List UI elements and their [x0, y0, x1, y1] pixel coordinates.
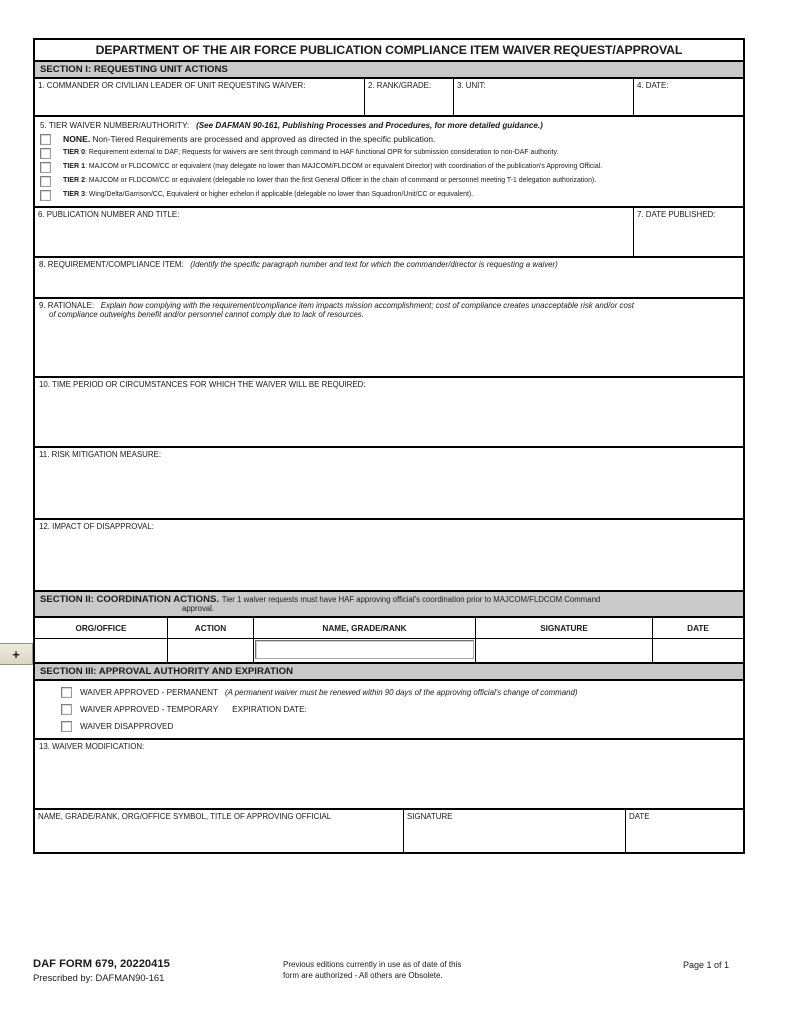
footer-form-id: DAF FORM 679, 20220415: [33, 958, 170, 970]
tier-3-text: : Wing/Delta/Garrison/CC, Equivalent or higher echelon if applicable (delegable no lower than Squadron/Unit/CC or equivalent).: [85, 191, 474, 198]
field-time-period[interactable]: 10. TIME PERIOD OR CIRCUMSTANCES FOR WHICH THE WAIVER WILL BE REQUIRED:: [35, 378, 743, 448]
label-waiver-disapproved: WAIVER DISAPPROVED: [80, 722, 174, 731]
column-header-signature: SIGNATURE: [476, 618, 653, 638]
tier-3-tag: TIER 3: [63, 190, 86, 198]
add-coordination-row-button[interactable]: [0, 643, 33, 665]
checkbox-waiver-approved-permanent[interactable]: [61, 687, 72, 698]
coordination-table-row: [35, 639, 743, 664]
tier-option-3[interactable]: [40, 189, 739, 202]
field-rank-grade[interactable]: 2. RANK/GRADE:: [365, 79, 454, 115]
tier-none-tag: NONE.: [63, 134, 91, 144]
field-waiver-modification[interactable]: 13. WAIVER MODIFICATION:: [35, 740, 743, 810]
field-approving-official-date[interactable]: DATE: [629, 812, 650, 821]
field-requirement-compliance-item[interactable]: 8. REQUIREMENT/COMPLIANCE ITEM: (Identify the specific paragraph number and text for which the commander/director is requesting a waiver): [35, 258, 743, 299]
section-3-header: SECTION III: APPROVAL AUTHORITY AND EXPIRATION: [35, 664, 743, 681]
checkbox-tier-2[interactable]: [40, 176, 51, 187]
section-8-note: (Identify the specific paragraph number and text for which the commander/director is requesting a waiver): [190, 260, 558, 269]
approval-option-disapproved[interactable]: [61, 721, 739, 732]
tier-none-text: Non-Tiered Requirements are processed and approved as directed in the specific publication.: [92, 134, 436, 144]
footer-editions-note: [283, 958, 573, 982]
checkbox-tier-3[interactable]: [40, 190, 51, 201]
tier-option-1[interactable]: [40, 161, 739, 174]
input-name-grade-rank[interactable]: [255, 640, 474, 659]
tier-2-tag: TIER 2: [63, 176, 86, 184]
tier-1-tag: TIER 1: [63, 162, 86, 170]
field-unit[interactable]: 3. UNIT:: [454, 79, 634, 115]
form-title: DEPARTMENT OF THE AIR FORCE PUBLICATION COMPLIANCE ITEM WAIVER REQUEST/APPROVAL: [35, 40, 743, 62]
tier-option-2[interactable]: [40, 175, 739, 188]
section-6-7-row: [35, 208, 743, 258]
footer-prescribed-by: Prescribed by: DAFMAN90-161: [33, 972, 165, 983]
cell-action[interactable]: [168, 639, 254, 662]
footer-form-id-block: [33, 958, 283, 983]
column-header-date: DATE: [687, 623, 709, 633]
column-header-action: ACTION: [168, 618, 254, 638]
tier-2-text: : MAJCOM or FLDCOM/CC or equivalent (delegable no lower than the first General Officer in the chain of command or personnel meeting T-1 delegation authorization).: [85, 177, 597, 184]
tier-0-text: : Requirement external to DAF; Requests for waivers are sent through command to HAF functional OPR for submission consideration to non-DAF authority.: [85, 149, 559, 156]
column-header-org-office: ORG/OFFICE: [35, 618, 168, 638]
footer-page-number: Page 1 of 1: [682, 960, 729, 970]
section-2-note-1: Tier 1 waiver requests must have HAF approving official's coordination prior to MAJCOM/FLDCOM Command: [221, 595, 601, 604]
label-waiver-approved-permanent: WAIVER APPROVED - PERMANENT: [80, 688, 218, 697]
footer-editions-line-1: Previous editions currently in use as of date of this: [283, 960, 462, 969]
approving-official-row: [35, 810, 743, 852]
section-5-heading: 5. TIER WAIVER NUMBER/AUTHORITY: (See DAFMAN 90-161, Publishing Processes and Procedures, for more detailed guidance.): [40, 121, 543, 130]
cell-date[interactable]: [653, 639, 743, 662]
plus-icon: +: [12, 646, 20, 662]
checkbox-tier-1[interactable]: [40, 162, 51, 173]
section-2-note-2: approval.: [182, 604, 215, 613]
field-publication-number-title[interactable]: 6. PUBLICATION NUMBER AND TITLE:: [35, 208, 634, 256]
checkbox-waiver-disapproved[interactable]: [61, 721, 72, 732]
section-9-note-1: Explain how complying with the requirement/compliance item impacts mission accomplishment; cost of compliance creates unacceptable risk and/or cost: [100, 301, 634, 310]
label-expiration-date: EXPIRATION DATE:: [232, 705, 307, 714]
approval-options-group: [35, 681, 743, 740]
field-date[interactable]: 4. DATE:: [637, 81, 669, 90]
column-header-name-grade-rank: NAME, GRADE/RANK: [254, 618, 476, 638]
field-date-published[interactable]: 7. DATE PUBLISHED:: [637, 210, 716, 219]
cell-org-office[interactable]: [35, 639, 168, 662]
cell-signature[interactable]: [476, 639, 653, 662]
checkbox-waiver-approved-temporary[interactable]: [61, 704, 72, 715]
tier-option-0[interactable]: [40, 147, 739, 160]
section-1-fields-row: [35, 79, 743, 117]
note-waiver-approved-permanent: (A permanent waiver must be renewed within 90 days of the approving official's change of command): [225, 688, 578, 697]
tier-1-text: : MAJCOM or FLDCOM/CC or equivalent (may delegate no lower than MAJCOM/FLDCOM or equivalent Director) with coordination of the publication's Approving Official.: [85, 163, 603, 170]
coordination-table-header: [35, 618, 743, 639]
cell-name-grade-rank[interactable]: [254, 639, 476, 662]
form-footer: [33, 958, 763, 983]
field-rationale[interactable]: 9. RATIONALE: Explain how complying with the requirement/compliance item impacts mission accomplishment; cost of compliance creates unacceptable risk and/or cost of compliance outweighs benefit and/or personnel cannot comply due to lack of resources.: [35, 299, 743, 378]
approval-option-temporary[interactable]: [61, 704, 739, 715]
footer-editions-line-2: form are authorized - All others are Obsolete.: [283, 970, 443, 980]
field-approving-official-name[interactable]: NAME, GRADE/RANK, ORG/OFFICE SYMBOL, TITLE OF APPROVING OFFICIAL: [35, 810, 404, 852]
section-5-tier-waiver: [35, 117, 743, 208]
field-risk-mitigation[interactable]: 11. RISK MITIGATION MEASURE:: [35, 448, 743, 520]
section-2-header: SECTION II: COORDINATION ACTIONS. Tier 1 waiver requests must have HAF approving official's coordination prior to MAJCOM/FLDCOM Command approval.: [35, 592, 743, 618]
checkbox-tier-none[interactable]: [40, 134, 51, 145]
approval-option-permanent[interactable]: [61, 687, 739, 698]
label-waiver-approved-temporary: WAIVER APPROVED - TEMPORARY: [80, 705, 219, 714]
daf-form-679: [33, 38, 745, 854]
checkbox-tier-0[interactable]: [40, 148, 51, 159]
section-9-note-2: of compliance outweighs benefit and/or personnel cannot comply due to lack of resources.: [49, 310, 364, 319]
section-1-header: SECTION I: REQUESTING UNIT ACTIONS: [35, 62, 743, 79]
tier-0-tag: TIER 0: [63, 148, 86, 156]
field-approving-official-signature[interactable]: SIGNATURE: [404, 810, 626, 852]
tier-option-none[interactable]: [40, 133, 739, 146]
field-impact-of-disapproval[interactable]: 12. IMPACT OF DISAPPROVAL:: [35, 520, 743, 592]
field-commander-name[interactable]: 1. COMMANDER OR CIVILIAN LEADER OF UNIT REQUESTING WAIVER:: [35, 79, 365, 115]
